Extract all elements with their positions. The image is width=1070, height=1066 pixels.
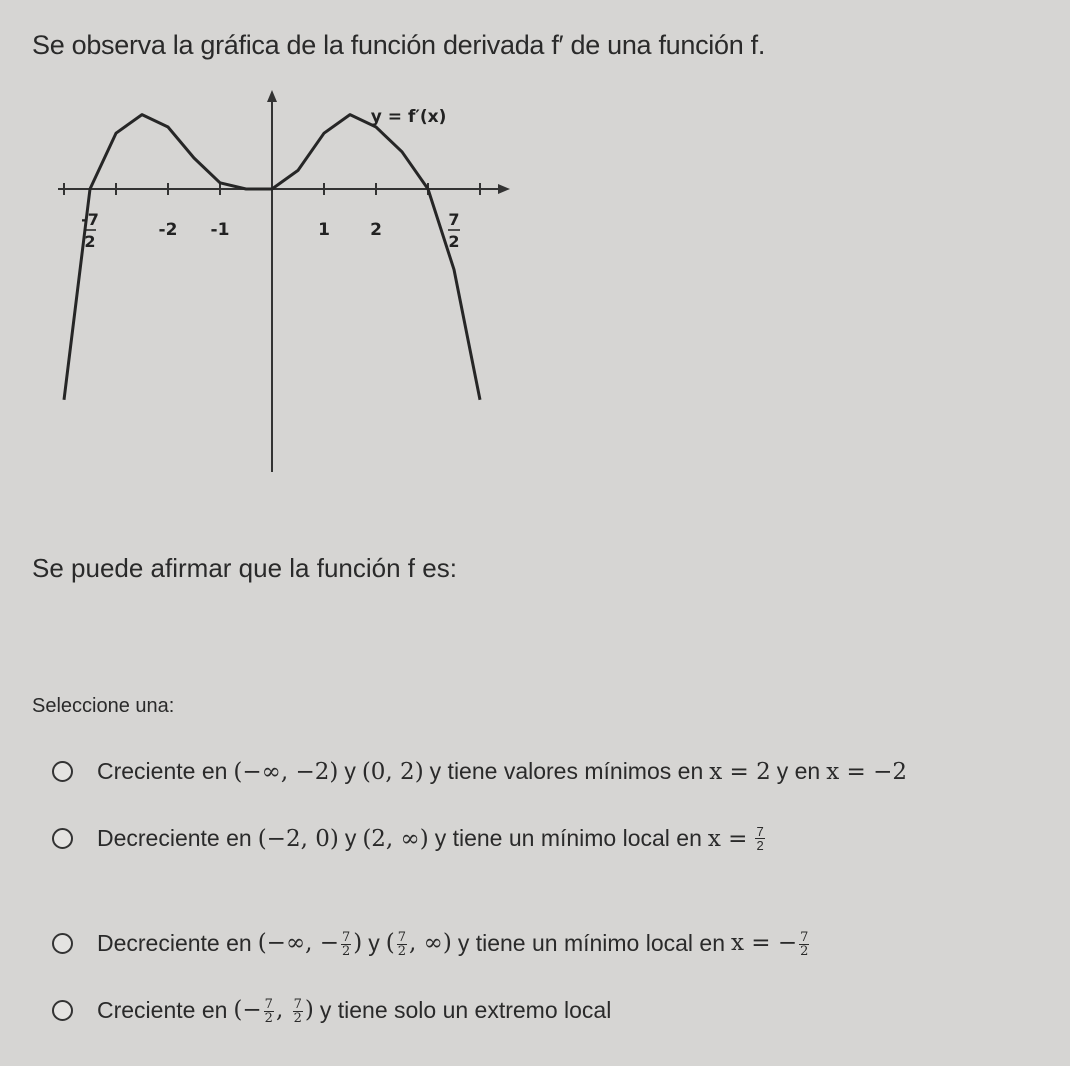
option-4[interactable]: Creciente en (− $\frac{7}{2}$ , $\frac{7}{2}$ ) y tiene solo un extremo local <box>52 997 611 1025</box>
x-axis-arrow-icon <box>498 184 510 194</box>
derivative-graph <box>50 82 520 482</box>
tick-label: -1 <box>210 220 230 240</box>
radio-option-3[interactable] <box>52 933 73 954</box>
select-label: Seleccione una: <box>32 695 175 717</box>
option-3[interactable]: Decreciente en (−∞, − $\frac{7}{2}$ ) y ( $\frac{7}{2}$ , ∞) y tiene un mínimo local en x = − $\frac{7}{2}$ <box>52 930 817 958</box>
tick-label: -2 <box>158 220 178 240</box>
tick-label: -7 <box>81 210 99 229</box>
y-axis-arrow-icon <box>267 90 277 102</box>
tick-label: 1 <box>318 220 330 240</box>
radio-option-4[interactable] <box>52 1000 73 1021</box>
curve-label: y = f′(x) <box>370 107 447 127</box>
radio-option-2[interactable] <box>52 828 73 849</box>
tick-label: 7 <box>448 210 460 229</box>
tick-label: 2 <box>448 232 460 251</box>
radio-option-1[interactable] <box>52 761 73 782</box>
intro-text: Se observa la gráfica de la función derivada f′ de una función f. <box>32 30 766 60</box>
question-text: Se puede afirmar que la función f es: <box>32 553 457 583</box>
option-2[interactable]: Decreciente en (−2, 0) y (2, ∞) y tiene un mínimo local en x = $\frac{7}{2}$ <box>52 825 767 852</box>
tick-label: 2 <box>370 220 382 240</box>
option-1[interactable]: Creciente en (−∞, −2) y (0, 2) y tiene valores mínimos en x = 2 y en x = −2 <box>52 758 913 785</box>
tick-label: 2 <box>84 232 96 251</box>
fraction: $\frac{7}{2}$ <box>756 824 764 853</box>
